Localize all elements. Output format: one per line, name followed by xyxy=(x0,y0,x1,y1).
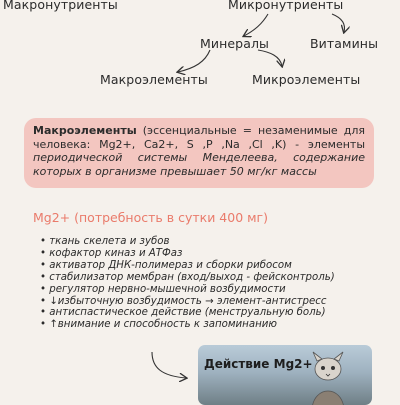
definition-text-line2: для человека: Mg2+, Ca2+, S ,P ,Na ,Cl ,K) - элементы xyxy=(33,124,366,151)
mg-heading: Mg2+ (потребность в сутки 400 мг) xyxy=(33,210,268,225)
list-item: • стабилизатор мембран (вход/выход - фейсконтроль) xyxy=(40,272,335,284)
node-macroelements: Макроэлементы xyxy=(100,72,208,87)
definition-text-line1: (эссенциальные = незаменимые xyxy=(136,124,338,137)
node-minerals: Минералы xyxy=(200,36,270,51)
node-micronutrients: Микронутриенты xyxy=(228,0,344,12)
mg-functions-list xyxy=(40,236,335,331)
arrow-to-card xyxy=(152,352,186,378)
list-item: • кофактор киназ и АТФаз xyxy=(40,248,335,260)
arrow-micro-to-vitamins xyxy=(332,14,345,32)
character-illustration xyxy=(298,349,358,405)
definition-italic-text: периодической системы Менделеева, содержание которых в организме превышает 50 мг/кг массы xyxy=(33,151,365,178)
arrow-minerals-to-micro xyxy=(258,50,282,66)
definition-term: Макроэлементы xyxy=(33,124,137,137)
node-macronutrients: Макронутриенты xyxy=(3,0,118,12)
list-item: • ткань скелета и зубов xyxy=(40,236,335,248)
list-item: • регулятор нервно-мышечной возбудимости xyxy=(40,284,335,296)
definition-box xyxy=(24,118,374,188)
list-item: • активатор ДНК-полимераз и сборки рибосом xyxy=(40,260,335,272)
mg-action-card[interactable] xyxy=(198,345,372,405)
card-title: Действие Mg2+ xyxy=(204,357,313,371)
node-vitamins: Витамины xyxy=(310,36,379,51)
list-item: • антиспастическое действие (менструальную боль) xyxy=(40,307,335,319)
list-item: • ↑внимание и способность к запоминанию xyxy=(40,319,335,331)
arrow-micro-to-minerals xyxy=(244,14,268,36)
arrow-minerals-to-macro xyxy=(178,50,210,72)
node-microelements: Микроэлементы xyxy=(252,72,361,87)
list-item: • ↓избыточную возбудимость → элемент-антистресс xyxy=(40,296,335,308)
